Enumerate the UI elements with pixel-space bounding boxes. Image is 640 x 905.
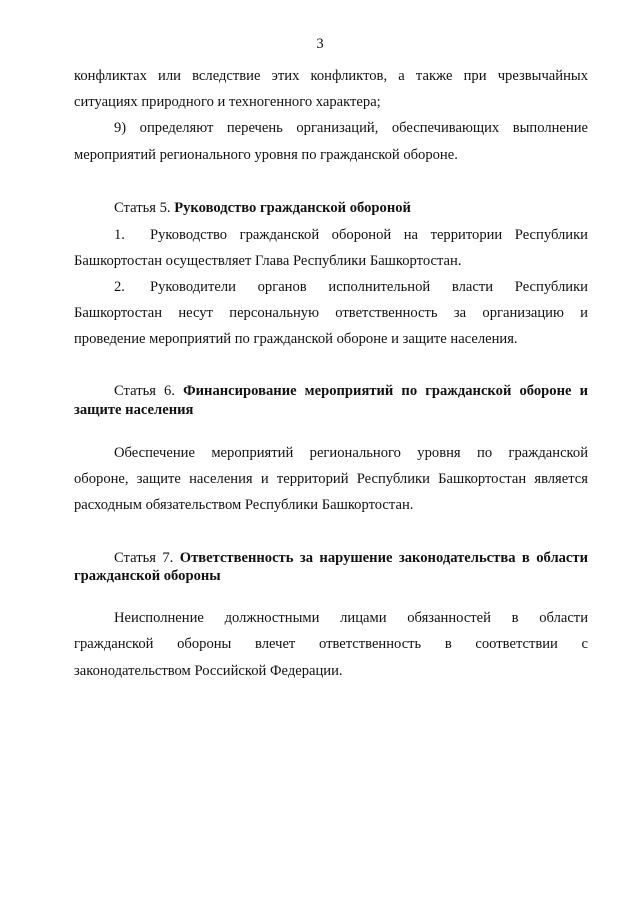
article-6-heading-cont: [74, 400, 588, 420]
paragraph-number: 2.: [114, 279, 125, 295]
article-title: Ответственность за нарушение законодательства в области: [179, 550, 588, 566]
body-line: ситуациях природного и техногенного характера;: [74, 94, 381, 110]
article-label: Статья 7.: [114, 550, 174, 566]
article-title: защите населения: [74, 402, 194, 418]
article-6-heading: [74, 381, 588, 401]
body-line: проведение мероприятий по гражданской обороне и защите населения.: [74, 331, 518, 347]
body-line: мероприятий регионального уровня по гражданской обороне.: [74, 147, 458, 163]
body-line: законодательством Российской Федерации.: [74, 663, 343, 679]
article-title: гражданской обороны: [74, 568, 221, 584]
article-5-paragraph-2: [74, 277, 588, 297]
body-line: расходным обязательством Республики Башкортостан.: [74, 497, 414, 513]
article-7-heading: [74, 548, 588, 568]
article-5-paragraph-1: [74, 225, 588, 245]
article-title: Руководство гражданской обороной: [174, 200, 411, 216]
body-line: гражданской обороны влечет ответственность в соответствии с: [74, 636, 588, 652]
body-line: 9) определяют перечень организаций, обеспечивающих выполнение: [114, 120, 588, 136]
paragraph-text: Руководство гражданской обороной на территории Республики: [150, 227, 588, 243]
body-line: Башкортостан осуществляет Глава Республики Башкортостан.: [74, 253, 462, 269]
article-label: Статья 6.: [114, 383, 175, 399]
article-title: Финансирование мероприятий по гражданской обороне и: [183, 383, 588, 399]
body-line: конфликтах или вследствие этих конфликтов, а также при чрезвычайных: [74, 68, 588, 84]
page-number: 3: [316, 36, 324, 52]
body-line: обороне, защите населения и территорий Республики Башкортостан является: [74, 471, 588, 487]
article-label: Статья 5.: [114, 200, 171, 216]
article-5-heading: [74, 198, 588, 218]
body-line: Башкортостан несут персональную ответственность за организацию и: [74, 305, 588, 321]
body-line: Неисполнение должностными лицами обязанностей в области: [114, 610, 588, 626]
paragraph-number: 1.: [114, 227, 125, 243]
paragraph-text: Руководители органов исполнительной власти Республики: [150, 279, 588, 295]
body-line: Обеспечение мероприятий регионального уровня по гражданской: [114, 445, 588, 461]
article-7-heading-cont: [74, 566, 588, 586]
